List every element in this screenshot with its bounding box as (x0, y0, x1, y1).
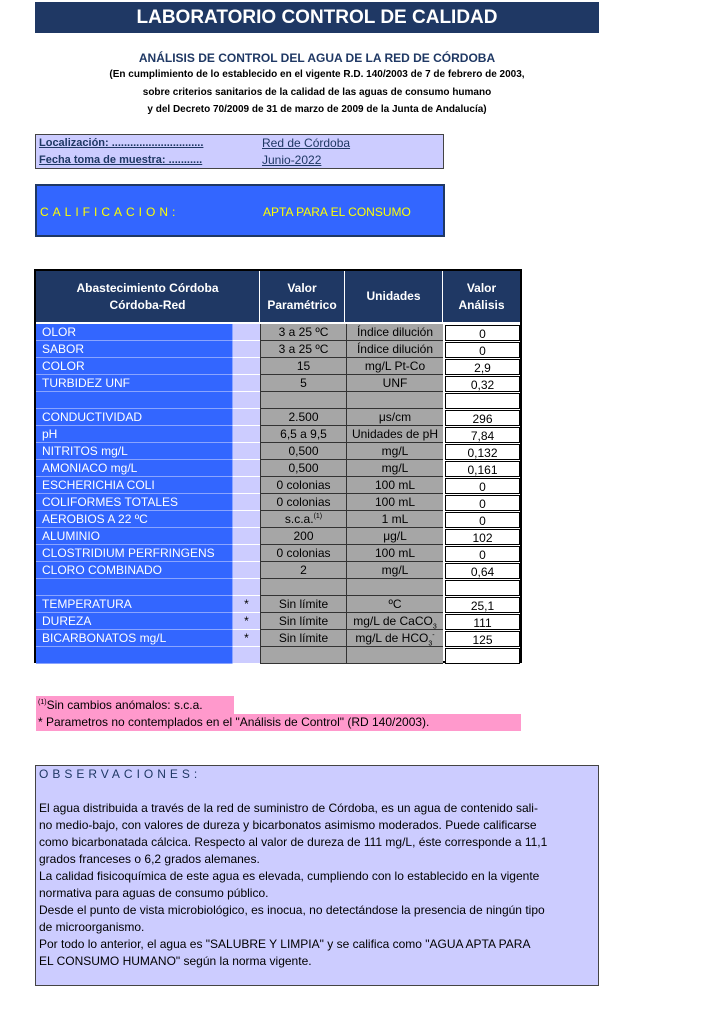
param-unit-text: Índice dilución (356, 342, 434, 356)
param-limit (260, 613, 346, 630)
param-value-text: 0 (479, 514, 486, 528)
param-value-text: 0 (479, 548, 486, 562)
legal-line-3: y del Decreto 70/2009 de 31 de marzo de 2009 de la Junta de Andalucía) (147, 104, 487, 115)
param-name (36, 562, 232, 579)
spacer-row-mark (232, 579, 260, 596)
param-value (445, 478, 520, 494)
param-unit (346, 460, 443, 477)
param-limit (260, 443, 346, 460)
header-supply-line2: Córdoba-Red (109, 297, 186, 312)
spacer-row-mark (232, 392, 260, 409)
param-mark (232, 562, 260, 579)
param-unit-text: μs/cm (378, 410, 412, 424)
param-value (445, 444, 520, 460)
param-limit-text: 15 (296, 359, 311, 373)
param-value (445, 359, 520, 375)
sample-date-link[interactable]: Junio-2022 (262, 153, 322, 167)
param-unit (346, 426, 443, 443)
spacer-row-name (36, 579, 232, 596)
trailing-row-value (445, 648, 520, 664)
sample-info-box (35, 134, 444, 169)
param-name-text: COLIFORMES TOTALES (42, 495, 179, 509)
param-unit-text: 100 mL (374, 478, 416, 492)
param-limit-text: 5 (300, 376, 307, 390)
header-param-line1: Valor (287, 280, 317, 295)
location-label: Localización: .............................. (39, 137, 204, 149)
param-mark (232, 511, 260, 528)
param-mark (232, 358, 260, 375)
qualification-box (35, 184, 445, 237)
param-name (36, 375, 232, 392)
param-limit (260, 426, 346, 443)
param-limit (260, 562, 346, 579)
param-limit (260, 596, 346, 613)
param-unit-text: Índice dilución (356, 325, 434, 339)
param-value (445, 427, 520, 443)
param-name (36, 409, 232, 426)
param-value-text: 7,84 (470, 429, 495, 443)
param-unit-text: 100 mL (374, 546, 416, 560)
param-name (36, 460, 232, 477)
param-name (36, 545, 232, 562)
param-name-text: CONDUCTIVIDAD (42, 410, 143, 424)
footnote-sca-marker: (1) (38, 699, 47, 706)
param-value (445, 461, 520, 477)
footnote-sca-text: Sin cambios anómalos: s.c.a. (46, 698, 203, 712)
param-limit-text: 0 colonias (276, 546, 331, 560)
param-mark (232, 494, 260, 511)
param-mark (232, 545, 260, 562)
param-limit-text: 2.500 (288, 410, 319, 424)
param-unit (346, 511, 443, 528)
spacer-row-param (260, 579, 346, 596)
param-unit-text: mg/L Pt-Co (364, 359, 426, 373)
param-limit-text: Sin límite (278, 631, 329, 645)
param-mark (232, 630, 260, 647)
param-value-text: 125 (472, 633, 493, 647)
param-unit (346, 528, 443, 545)
param-name (36, 511, 232, 528)
param-name-text: CLOSTRIDIUM PERFRINGENS (42, 546, 215, 560)
param-name-text: TURBIDEZ UNF (42, 376, 130, 390)
param-name-text: ALUMINIO (42, 529, 101, 543)
param-name-text: AEROBIOS A 22 ºC (42, 512, 148, 526)
param-unit-text: Unidades de pH (351, 427, 439, 441)
header-value (443, 271, 520, 322)
param-mark (232, 375, 260, 392)
param-value-text: 0 (479, 327, 486, 341)
param-unit (346, 562, 443, 579)
param-value (445, 376, 520, 392)
report-subtitle: ANÁLISIS DE CONTROL DEL AGUA DE LA RED DE CÓRDOBA (138, 51, 496, 65)
param-limit-text: 200 (293, 529, 314, 543)
param-limit-text: 3 a 25 ºC (278, 325, 329, 339)
param-name (36, 324, 232, 341)
observations-box (35, 765, 599, 986)
param-unit-text: mg/L (381, 461, 409, 475)
param-mark (232, 426, 260, 443)
param-limit (260, 528, 346, 545)
param-name-text: CLORO COMBINADO (42, 563, 163, 577)
spacer-row-value (445, 580, 520, 596)
param-name (36, 477, 232, 494)
param-unit-text: μg/L (383, 529, 407, 543)
param-name-text: AMONIACO mg/L (42, 461, 138, 475)
param-value-text: 0,32 (470, 378, 495, 392)
param-limit (260, 545, 346, 562)
spacer-row-param (260, 392, 346, 409)
param-unit (346, 358, 443, 375)
param-limit (260, 511, 346, 528)
param-limit-text: s.c.a. (284, 512, 314, 526)
param-name-text: SABOR (42, 342, 85, 356)
spacer-row-name (36, 392, 232, 409)
param-value (445, 529, 520, 545)
param-value-text: 2,9 (474, 361, 491, 375)
param-unit-text: 1 mL (381, 512, 409, 526)
param-unit-text: mg/L de CaCO (353, 614, 433, 628)
param-unit (346, 443, 443, 460)
trailing-row-name (36, 647, 232, 664)
param-limit (260, 324, 346, 341)
param-value-text: 102 (472, 531, 493, 545)
param-name-text: pH (42, 427, 58, 441)
param-unit-text: mg/L (381, 444, 409, 458)
param-value-text: 25,1 (470, 599, 495, 613)
param-value-text: 0,64 (470, 565, 495, 579)
header-units (345, 271, 443, 322)
param-mark (232, 596, 260, 613)
legal-line-1: (En cumplimiento de lo establecido en el vigente R.D. 140/2003 de 7 de febrero de 2003, (109, 69, 525, 80)
param-limit-text: Sin límite (278, 614, 329, 628)
param-mark-text: * (244, 614, 249, 628)
param-mark (232, 528, 260, 545)
param-limit (260, 460, 346, 477)
param-unit (346, 613, 443, 630)
param-unit-subscript: 3 (428, 640, 433, 648)
header-param-line2: Paramétrico (267, 297, 337, 312)
legal-line-2: sobre criterios sanitarios de la calidad de las aguas de consumo humano (142, 87, 492, 98)
param-unit (346, 630, 443, 647)
param-name-text: BICARBONATOS mg/L (42, 631, 167, 645)
param-value (445, 631, 520, 647)
param-limit (260, 477, 346, 494)
param-value-text: 0 (479, 344, 486, 358)
footnote-sca (36, 696, 234, 714)
param-limit (260, 375, 346, 392)
param-unit-text: mg/L de HCO (355, 631, 429, 645)
param-limit-text: 2 (300, 563, 307, 577)
sample-date-label: Fecha toma de muestra: ........... (39, 154, 203, 166)
param-unit-subscript: 3 (432, 623, 437, 631)
param-value (445, 410, 520, 426)
trailing-row-unit (346, 647, 443, 664)
param-name-text: DUREZA (42, 614, 92, 628)
param-name (36, 630, 232, 647)
header-units-label: Unidades (366, 289, 421, 303)
param-name-text: TEMPERATURA (42, 597, 132, 611)
param-unit-text: mg/L (381, 563, 409, 577)
param-limit-text: 0,500 (288, 461, 319, 475)
param-name-text: NITRITOS mg/L (42, 444, 128, 458)
param-mark (232, 613, 260, 630)
param-value (445, 495, 520, 511)
param-limit-text: 3 a 25 ºC (278, 342, 329, 356)
param-value-text: 0,132 (467, 446, 498, 460)
header-supply (36, 271, 260, 322)
param-value (445, 342, 520, 358)
param-value-text: 0 (479, 480, 486, 494)
param-limit (260, 630, 346, 647)
param-mark (232, 477, 260, 494)
param-unit (346, 545, 443, 562)
param-limit-text: 0 colonias (276, 495, 331, 509)
header-supply-line1: Abastecimiento Córdoba (76, 280, 219, 295)
qualification-value: APTA PARA EL CONSUMO (263, 205, 411, 219)
header-value-line1: Valor (466, 280, 497, 295)
param-mark (232, 409, 260, 426)
param-unit (346, 477, 443, 494)
observations-text: El agua distribuida a través de la red de suministro de Córdoba, es un agua de contenido sali- no medio-bajo, con valores de dureza y bicarbonatos asimismo moderados. Puede calificarse como bicarbonatada cálcica. Respecto al valor de dureza de 111 mg/L, éste corresponde a 11,1 grados franceses o 6,2 grados alemanes. La calidad fisicoquímica de este agua es elevada, cumpliendo con lo establecido en la vigente normativa para aguas de consumo público. Desde el punto de vista microbiológico, es inocua, no detectándose la presencia de ningún tipo de microorganismo. Por todo lo anterior, el agua es "SALUBRE Y LIMPIA" y se califica como "AGUA APTA PARA EL CONSUMO HUMANO" según la norma vigente. (39, 801, 548, 968)
param-mark (232, 341, 260, 358)
param-limit-footnote: (1) (313, 513, 323, 520)
param-name-text: COLOR (42, 359, 85, 373)
param-unit-text: ºC (388, 597, 402, 611)
param-value-text: 0,161 (467, 463, 498, 477)
param-unit (346, 409, 443, 426)
param-mark (232, 460, 260, 477)
param-value (445, 614, 520, 630)
param-name (36, 341, 232, 358)
param-value-text: 296 (472, 412, 493, 426)
param-value (445, 563, 520, 579)
param-unit (346, 494, 443, 511)
param-limit (260, 358, 346, 375)
param-unit-text: 100 mL (374, 495, 416, 509)
spacer-row-value (445, 393, 520, 409)
param-unit (346, 341, 443, 358)
param-limit (260, 494, 346, 511)
spacer-row-unit (346, 579, 443, 596)
spacer-row-unit (346, 392, 443, 409)
location-link[interactable]: Red de Córdoba (262, 136, 351, 150)
param-name (36, 426, 232, 443)
param-name (36, 596, 232, 613)
header-value-line2: Análisis (458, 297, 505, 312)
param-mark-text: * (244, 597, 249, 611)
footnote-asterisk: * Parametros no contemplados en el "Análisis de Control" (RD 140/2003). (36, 714, 521, 731)
page-banner-title: LABORATORIO CONTROL DE CALIDAD (35, 2, 599, 33)
param-unit (346, 324, 443, 341)
param-limit (260, 409, 346, 426)
param-name (36, 358, 232, 375)
param-unit (346, 596, 443, 613)
param-mark-text: * (244, 631, 249, 645)
param-limit-text: 0,500 (288, 444, 319, 458)
qualification-label: CALIFICACION: (40, 205, 180, 219)
param-unit (346, 375, 443, 392)
param-limit (260, 341, 346, 358)
trailing-row-mark (232, 647, 260, 664)
param-limit-text: 6,5 a 9,5 (280, 427, 327, 441)
param-value-text: 0 (479, 497, 486, 511)
param-name (36, 494, 232, 511)
param-name (36, 443, 232, 460)
results-table (34, 269, 522, 663)
param-name-text: OLOR (42, 325, 77, 339)
header-param (260, 271, 345, 322)
param-limit-text: Sin límite (278, 597, 329, 611)
param-limit-text: 0 colonias (276, 478, 331, 492)
param-name (36, 613, 232, 630)
param-value (445, 325, 520, 341)
trailing-row-param (260, 647, 346, 664)
param-value-text: 111 (473, 616, 492, 630)
param-mark (232, 443, 260, 460)
param-mark (232, 324, 260, 341)
param-name-text: ESCHERICHIA COLI (42, 478, 155, 492)
param-value (445, 597, 520, 613)
param-name (36, 528, 232, 545)
observations-title: OBSERVACIONES: (39, 767, 202, 781)
param-value (445, 546, 520, 562)
param-unit-superscript: - (432, 632, 435, 639)
param-unit-text: UNF (382, 376, 408, 390)
param-value (445, 512, 520, 528)
